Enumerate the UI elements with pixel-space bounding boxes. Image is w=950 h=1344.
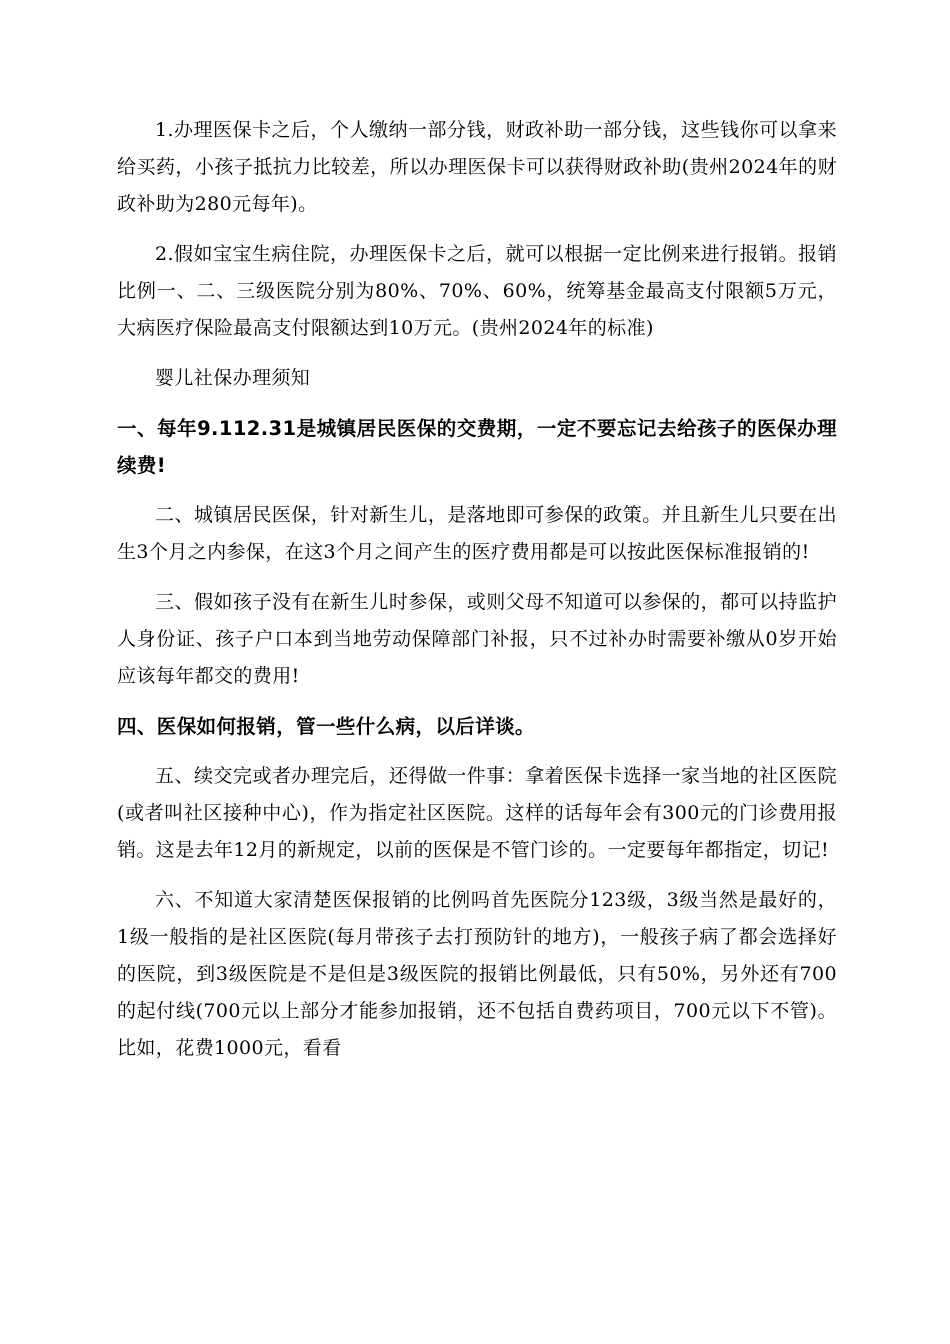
paragraph-point-4: 四、医保如何报销，管一些什么病，以后详谈。	[117, 715, 535, 738]
paragraph-subsidy: 1.办理医保卡之后，个人缴纳一部分钱，财政补助一部分钱，这些钱你可以拿来给买药，小孩子抵抗力比较差，所以办理医保卡可以获得财政补助(贵州2024年的财政补助为280元每年)。	[117, 119, 837, 215]
paragraph-point-5: 五、续交完或者办理完后，还得做一件事：拿着医保卡选择一家当地的社区医院(或者叫社区接种中心)，作为指定社区医院。这样的话每年会有300元的门诊费用报销。这是去年12月的新规定，以前的医保是不管门诊的。一定要每年都指定，切记!	[117, 765, 837, 861]
paragraph-point-1: 一、每年9.112.31是城镇居民医保的交费期，一定不要忘记去给孩子的医保办理续费!	[117, 417, 837, 477]
section-heading: 婴儿社保办理须知	[155, 367, 311, 389]
paragraph-reimbursement: 2.假如宝宝生病住院，办理医保卡之后，就可以根据一定比例来进行报销。报销比例一、二、三级医院分别为80%、70%、60%，统筹基金最高支付限额5万元，大病医疗保险最高支付限额达到10万元。(贵州2024年的标准)	[117, 243, 837, 339]
paragraph-point-3: 三、假如孩子没有在新生儿时参保，或则父母不知道可以参保的，都可以持监护人身份证、孩子户口本到当地劳动保障部门补报，只不过补办时需要补缴从0岁开始应该每年都交的费用!	[117, 591, 837, 687]
document-page	[117, 112, 837, 1067]
paragraph-point-2: 二、城镇居民医保，针对新生儿，是落地即可参保的政策。并且新生儿只要在出生3个月之内参保，在这3个月之间产生的医疗费用都是可以按此医保标准报销的!	[117, 504, 837, 563]
paragraph-point-6: 六、不知道大家清楚医保报销的比例吗首先医院分123级，3级当然是最好的，1级一般指的是社区医院(每月带孩子去打预防针的地方)，一般孩子病了都会选择好的医院，到3级医院是不是但是3级医院的报销比例最低，只有50%，另外还有700的起付线(700元以上部分才能参加报销，还不包括自费药项目，700元以下不管)。比如，花费1000元，看看	[117, 889, 837, 1059]
